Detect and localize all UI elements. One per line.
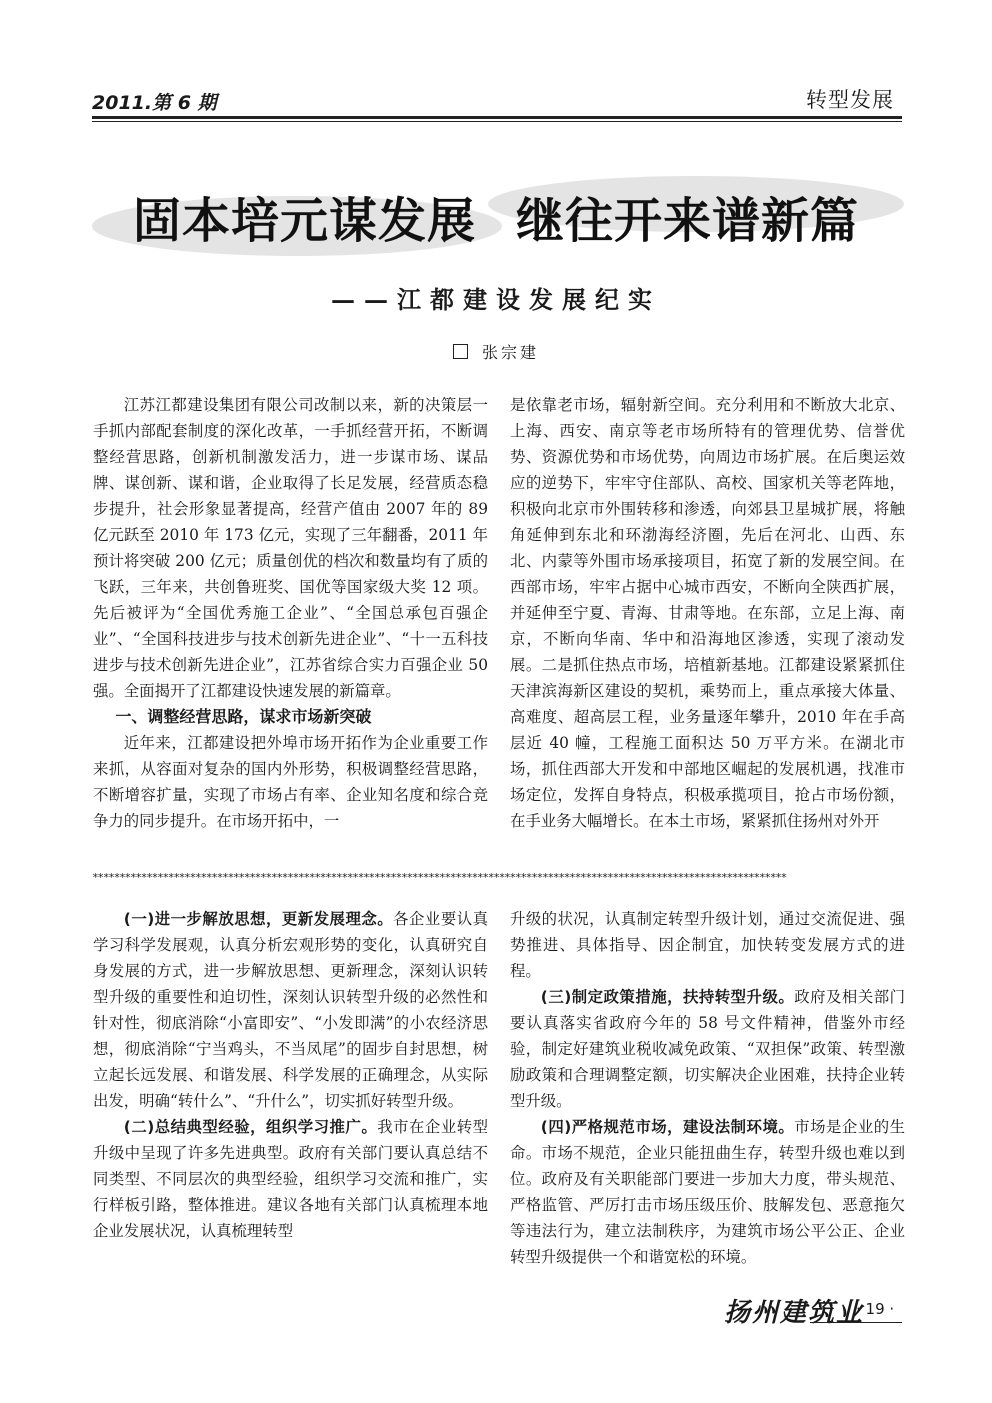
item-3-paragraph <box>510 984 905 1114</box>
item-2-continued: 升级的状况，认真制定转型升级计划，通过交流促进、强势推进、具体指导、因企制宜，加快转变发展方式的进程。 <box>510 910 905 980</box>
article-title <box>0 182 992 251</box>
article-subtitle: ——江都建设发展纪实 <box>331 285 661 314</box>
author-name: 张宗建 <box>481 343 539 362</box>
column-2 <box>510 392 905 834</box>
author-line <box>0 340 992 363</box>
intro-paragraph: 江苏江都建设集团有限公司改制以来，新的决策层一手抓内部配套制度的深化改革，一手抓经营开拓，不断调整经营思路，创新机制激发活力，进一步谋市场、谋品牌、谋创新、谋和谐，企业取得了长足发展，经营质态稳步提升，社会形象显著提高，经营产值由 2007 年的 89 亿元跃至 2010 年 173 亿元，实现了三年翻番，2011 年预计将突破 200 亿元；质量创优的档次和数量均有了质的飞跃，三年来，共创鲁班奖、国优等国家级大奖 12 项。先后被评为“全国优秀施工企业”、“全国总承包百强企业”、“全国科技进步与技术创新先进企业”、“十一五科技进步与技术创新先进企业”，江苏省综合实力百强企业 50 强。全面揭开了江都建设快速发展的新篇章。 <box>93 396 488 700</box>
continued-paragraph: 是依靠老市场，辐射新空间。充分利用和不断放大北京、上海、西安、南京等老市场所特有的管理优势、信誉优势、资源优势和市场优势，向周边市场扩展。在后奥运效应的逆势下，牢牢守住部队、高校、国家机关等老阵地，积极向北京市外围转移和渗透，向郊县卫星城扩展，将触角延伸到东北和环渤海经济圈，先后在河北、山西、东北、内蒙等外围市场承接项目，拓宽了新的发展空间。在西部市场，牢牢占据中心城市西安，不断向全陕西扩展，并延伸至宁夏、青海、甘肃等地。在东部，立足上海、南京，不断向华南、华中和沿海地区渗透，实现了滚动发展。二是抓住热点市场，培植新基地。江都建设紧紧抓住天津滨海新区建设的契机，乘势而上，重点承接大体量、高难度、超高层工程，业务量逐年攀升，2010 年在手高层近 40 幢，工程施工面积达 50 万平方米。在湖北市场，抓住西部大开发和中部地区崛起的发展机遇，找准市场定位，发挥自身特点，积极承揽项目，抢占市场份额，在手业务大幅增长。在本土市场，紧紧抓住扬州对外开 <box>510 396 905 830</box>
footer-rule <box>810 1322 902 1323</box>
item-2-paragraph <box>93 1114 488 1244</box>
item-3-text: 政府及相关部门要认真落实省政府今年的 58 号文件精神，借鉴外市经验，制定好建筑业税收减免政策、“双担保”政策、转型激励政策和合理调整定额，切实解决企业困难，扶持企业转型升级。 <box>510 988 905 1110</box>
title-part-1: 固本培元谋发展 <box>132 193 476 249</box>
item-1-text: 各企业要认真学习科学发展观，认真分析宏观形势的变化，认真研究自身发展的方式，进一步解放思想、更新理念，深刻认识转型升级的重要性和迫切性，深刻认识转型升级的必然性和针对性，彻底消除“小富即安”、“小发即满”的小农经济思想，彻底消除“宁当鸡头，不当凤尾”的固步自封思想，树立起长远发展、和谐发展、科学发展的正确理念，从实际出发，明确“转什么”、“升什么”，切实抓好转型升级。 <box>93 910 488 1110</box>
title-part-2: 继往开来谱新篇 <box>516 193 860 249</box>
item-4-paragraph <box>510 1114 905 1270</box>
column-1 <box>93 392 488 834</box>
item-4-lead: (四)严格规范市场，建设法制环境。 <box>540 1118 795 1136</box>
header-rule <box>92 116 902 119</box>
section-1-paragraph: 近年来，江都建设把外埠市场开拓作为企业重要工作来抓，从容面对复杂的国内外形势，积极调整经营思路，不断增容扩量，实现了市场占有率、企业知名度和综合竞争力的同步提升。在市场开拓中，一 <box>93 734 488 830</box>
magazine-logo: 扬州建筑业 <box>724 1298 865 1328</box>
column-3 <box>93 906 488 1244</box>
issue-label: 2011.第 6 期 <box>92 92 217 114</box>
item-4-text: 市场是企业的生命。市场不规范，企业只能扭曲生存，转型升级也难以到位。政府及有关职能部门要进一步加大力度，带头规范、严格监管、严厉打击市场压级压价、肢解发包、恶意拖欠等违法行为，建立法制秩序，为建筑市场公平公正、企业转型升级提供一个和谐宽松的环境。 <box>510 1118 905 1266</box>
author-box-icon <box>453 344 468 359</box>
item-2-lead: (二)总结典型经验，组织学习推广。 <box>123 1118 378 1136</box>
header-rule-thin <box>92 121 902 122</box>
section-label: 转型发展 <box>806 88 894 112</box>
item-1-lead: (一)进一步解放思想，更新发展理念。 <box>123 910 394 928</box>
column-4 <box>510 906 905 1270</box>
section-heading-1: 一、调整经营思路，谋求市场新突破 <box>115 707 372 726</box>
item-1-paragraph <box>93 906 488 1114</box>
star-divider: ******************************************************************************************************************************** <box>92 872 787 884</box>
page-number: · 19 · <box>856 1300 895 1318</box>
item-2-text: 我市在企业转型升级中呈现了许多先进典型。政府有关部门要认真总结不同类型、不同层次的典型经验，组织学习交流和推广，实行样板引路，整体推进。建议各地有关部门认真梳理本地企业发展状况，认真梳理转型 <box>93 1118 488 1240</box>
item-3-lead: (三)制定政策措施，扶持转型升级。 <box>540 988 795 1006</box>
